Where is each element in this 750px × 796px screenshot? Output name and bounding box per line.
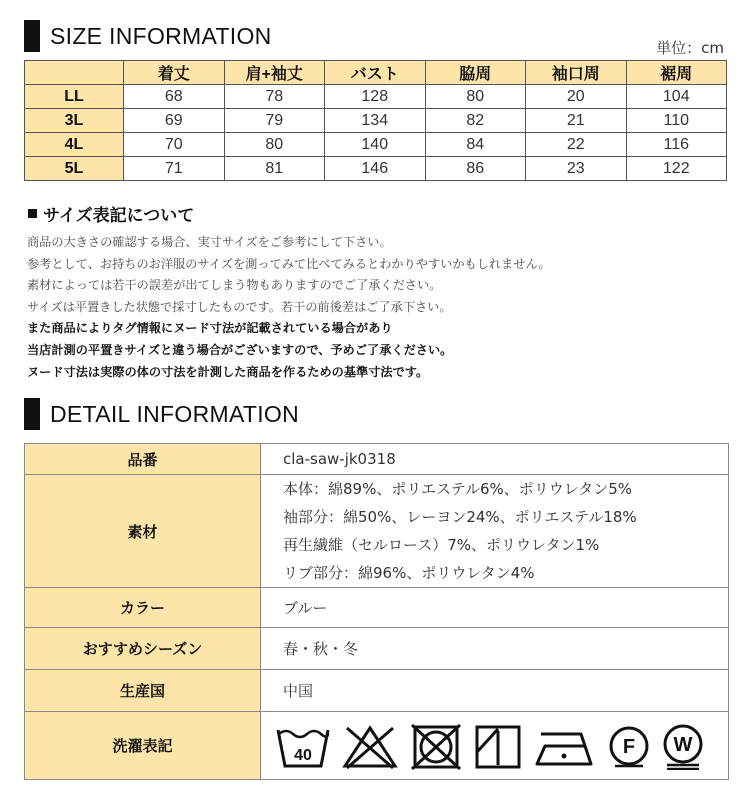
dry-clean-f-icon — [607, 722, 651, 770]
no-bleach-icon — [341, 722, 399, 770]
table-cell: 84 — [425, 133, 526, 157]
table-cell: 81 — [224, 157, 325, 181]
note-line-bold: ヌード寸法は実際の体の寸法を計測した商品を作るための基準寸法です。 — [27, 364, 429, 379]
note-line: 商品の大きさの確認する場合、実寸サイズをご参考にして下さい。 — [27, 235, 392, 249]
drip-dry-icon — [473, 722, 523, 770]
table-cell: 122 — [626, 157, 727, 181]
detail-row-care — [25, 712, 729, 780]
table-cell: 134 — [325, 109, 426, 133]
table-cell: 128 — [325, 85, 426, 109]
season-value: 春・秋・冬 — [261, 628, 729, 670]
title-bar — [24, 20, 40, 52]
size-section-title — [24, 20, 272, 52]
col-header: 肩+袖丈 — [224, 61, 325, 85]
table-cell: 21 — [526, 109, 627, 133]
col-header: 裾周 — [626, 61, 727, 85]
material-line: 本体：綿89%、ポリエステル6%、ポリウレタン5% — [283, 480, 632, 498]
care-label: 洗濯表記 — [25, 712, 261, 780]
table-cell: 71 — [124, 157, 225, 181]
table-cell: 140 — [325, 133, 426, 157]
season-label: おすすめシーズン — [25, 628, 261, 670]
table-cell: 146 — [325, 157, 426, 181]
note-line-bold: また商品によりタグ情報にヌード寸法が記載されている場合があり — [27, 321, 393, 336]
color-value: ブルー — [261, 588, 729, 628]
size-table — [24, 60, 727, 181]
table-cell: 20 — [526, 85, 627, 109]
table-cell: 69 — [124, 109, 225, 133]
size-label: 5L — [25, 157, 124, 181]
size-title-text: SIZE INFORMATION — [50, 22, 272, 49]
material-line: リブ部分：綿96%、ポリウレタン4% — [283, 564, 535, 582]
table-cell: 23 — [526, 157, 627, 181]
col-header: バスト — [325, 61, 426, 85]
material-line: 袖部分：綿50%、レーヨン24%、ポリエステル18% — [283, 508, 637, 526]
product-no-value: cla-saw-jk0318 — [261, 444, 729, 475]
table-cell: 80 — [224, 133, 325, 157]
size-label: 4L — [25, 133, 124, 157]
corner-cell — [25, 61, 124, 85]
wash-40-icon — [275, 722, 331, 770]
care-icons — [275, 722, 728, 770]
color-label: カラー — [25, 588, 261, 628]
table-cell: 68 — [124, 85, 225, 109]
product-no-label: 品番 — [25, 444, 261, 475]
note-line-bold: 当店計測の平置きサイズと違う場合がございますので、予めご了承ください。 — [27, 342, 453, 357]
detail-row-origin — [25, 670, 729, 712]
table-cell: 22 — [526, 133, 627, 157]
detail-section-title — [24, 398, 299, 430]
col-header: 脇周 — [425, 61, 526, 85]
detail-row-material — [25, 475, 729, 588]
table-cell: 78 — [224, 85, 325, 109]
material-label: 素材 — [25, 475, 261, 588]
table-cell: 86 — [425, 157, 526, 181]
size-header-row — [25, 61, 727, 85]
material-value — [261, 475, 729, 588]
table-cell: 70 — [124, 133, 225, 157]
size-label: LL — [25, 85, 124, 109]
iron-low-icon — [533, 722, 597, 770]
origin-value: 中国 — [261, 670, 729, 712]
note-line: サイズは平置きした状態で採寸したものです。若干の前後差はご了承下さい。 — [27, 299, 452, 314]
table-row — [25, 133, 727, 157]
table-cell: 82 — [425, 109, 526, 133]
detail-row-product-no — [25, 444, 729, 475]
table-row — [25, 157, 727, 181]
size-notes-title — [28, 201, 194, 226]
table-cell: 79 — [224, 109, 325, 133]
dry-clean-letter: F — [622, 735, 636, 758]
table-cell: 116 — [626, 133, 727, 157]
note-line: 参考として、お持ちのお洋服のサイズを測ってみて比べてみるとわかりやすいかもしれません。 — [27, 256, 551, 271]
size-notes-body — [27, 232, 727, 383]
size-notes-title-text: サイズ表記について — [43, 206, 195, 226]
col-header: 着丈 — [124, 61, 225, 85]
detail-row-season — [25, 628, 729, 670]
origin-label: 生産国 — [25, 670, 261, 712]
material-line: 再生繊維（セルロース）7%、ポリウレタン1% — [283, 536, 600, 554]
table-cell: 104 — [626, 85, 727, 109]
square-bullet-icon — [28, 209, 37, 218]
table-row — [25, 109, 727, 133]
care-value — [261, 712, 729, 780]
detail-title-text: DETAIL INFORMATION — [50, 400, 300, 427]
wet-clean-w-icon — [661, 722, 705, 770]
unit-label: 単位：cm — [656, 39, 724, 57]
table-row — [25, 85, 727, 109]
note-line: 素材によっては若干の誤差が出てしまう物もありますのでご了承ください。 — [27, 278, 442, 293]
size-label: 3L — [25, 109, 124, 133]
wet-clean-letter: W — [673, 733, 693, 756]
detail-table — [24, 443, 729, 780]
detail-row-color — [25, 588, 729, 628]
table-cell: 110 — [626, 109, 727, 133]
table-cell: 80 — [425, 85, 526, 109]
wash-temp: 40 — [294, 746, 312, 764]
title-bar — [24, 398, 40, 430]
no-tumble-dry-icon — [409, 722, 463, 770]
col-header: 袖口周 — [526, 61, 627, 85]
